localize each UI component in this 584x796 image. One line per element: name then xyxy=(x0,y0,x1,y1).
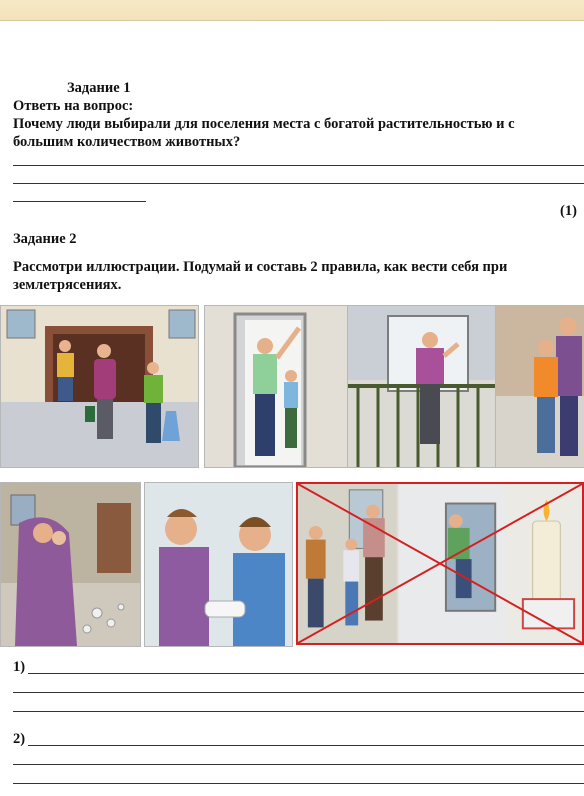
illustration-bandaging-injured-arm xyxy=(144,482,293,647)
task1-score: (1) xyxy=(560,203,577,219)
illustration-woman-with-child-in-blanket xyxy=(0,482,141,647)
illustration-crossed-out-wrong-actions xyxy=(296,482,584,645)
answer2-label: 2) xyxy=(13,731,26,747)
illustration-man-and-boy-in-doorway xyxy=(204,305,348,468)
task1-answer-line xyxy=(13,201,146,202)
task1-answer-line xyxy=(13,183,584,184)
page-top-strip xyxy=(0,0,584,21)
answer1-label: 1) xyxy=(13,659,26,675)
illustration-family-leaving-building xyxy=(0,305,199,468)
answer2-line[interactable] xyxy=(13,764,584,765)
task1-answer-line xyxy=(13,165,584,166)
answer2-line[interactable] xyxy=(13,783,584,784)
answer1-line[interactable] xyxy=(13,711,584,712)
task2-title: Задание 2 xyxy=(13,231,77,247)
task1-question-line2: большим количеством животных? xyxy=(13,134,241,150)
task1-title: Задание 1 xyxy=(67,80,131,96)
task2-instruction-line1: Рассмотри иллюстрации. Подумай и составь 2 правила, как вести себя при xyxy=(13,259,508,275)
answer2-line[interactable] xyxy=(28,745,584,746)
answer1-line[interactable] xyxy=(13,692,584,693)
task2-instruction-line2: землетрясениях. xyxy=(13,277,122,293)
illustration-mother-and-child xyxy=(495,305,584,468)
illustration-man-on-balcony xyxy=(347,305,496,468)
answer1-line[interactable] xyxy=(28,673,584,674)
task1-prompt: Ответь на вопрос: xyxy=(13,98,134,114)
task1-question-line1: Почему люди выбирали для поселения места с богатой растительностью и с xyxy=(13,116,515,132)
